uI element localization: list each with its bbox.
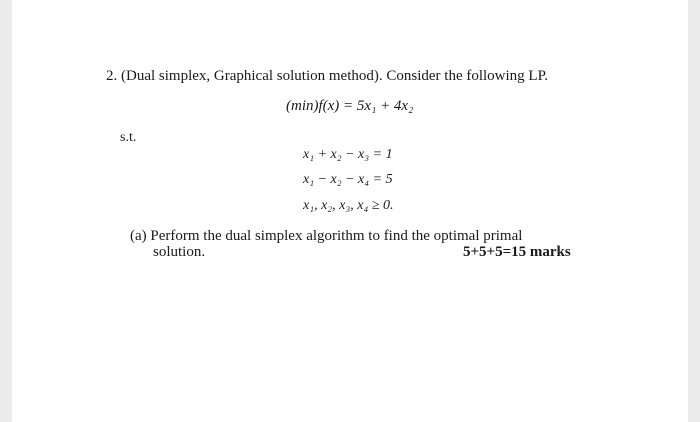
nonnegativity-constraint: x₁, x₂, x₃, x₄ ≥ 0. [303,198,394,213]
objective-function: (min)f(x) = 5x₁ + 4x₂ [286,98,414,114]
constraint-2: x₁ − x₂ − x₄ = 5 [303,172,393,187]
constraint-1: x₁ + x₂ − x₃ = 1 [303,147,393,162]
problem-statement: 2. (Dual simplex, Graphical solution method). Consider the following LP. [106,68,549,84]
subject-to-label: s.t. [120,130,137,145]
part-a-line-2: solution. [153,244,206,260]
marks-label: 5+5+5=15 marks [463,244,571,260]
part-a-line-1: (a) Perform the dual simplex algorithm to find the optimal primal [130,228,523,244]
